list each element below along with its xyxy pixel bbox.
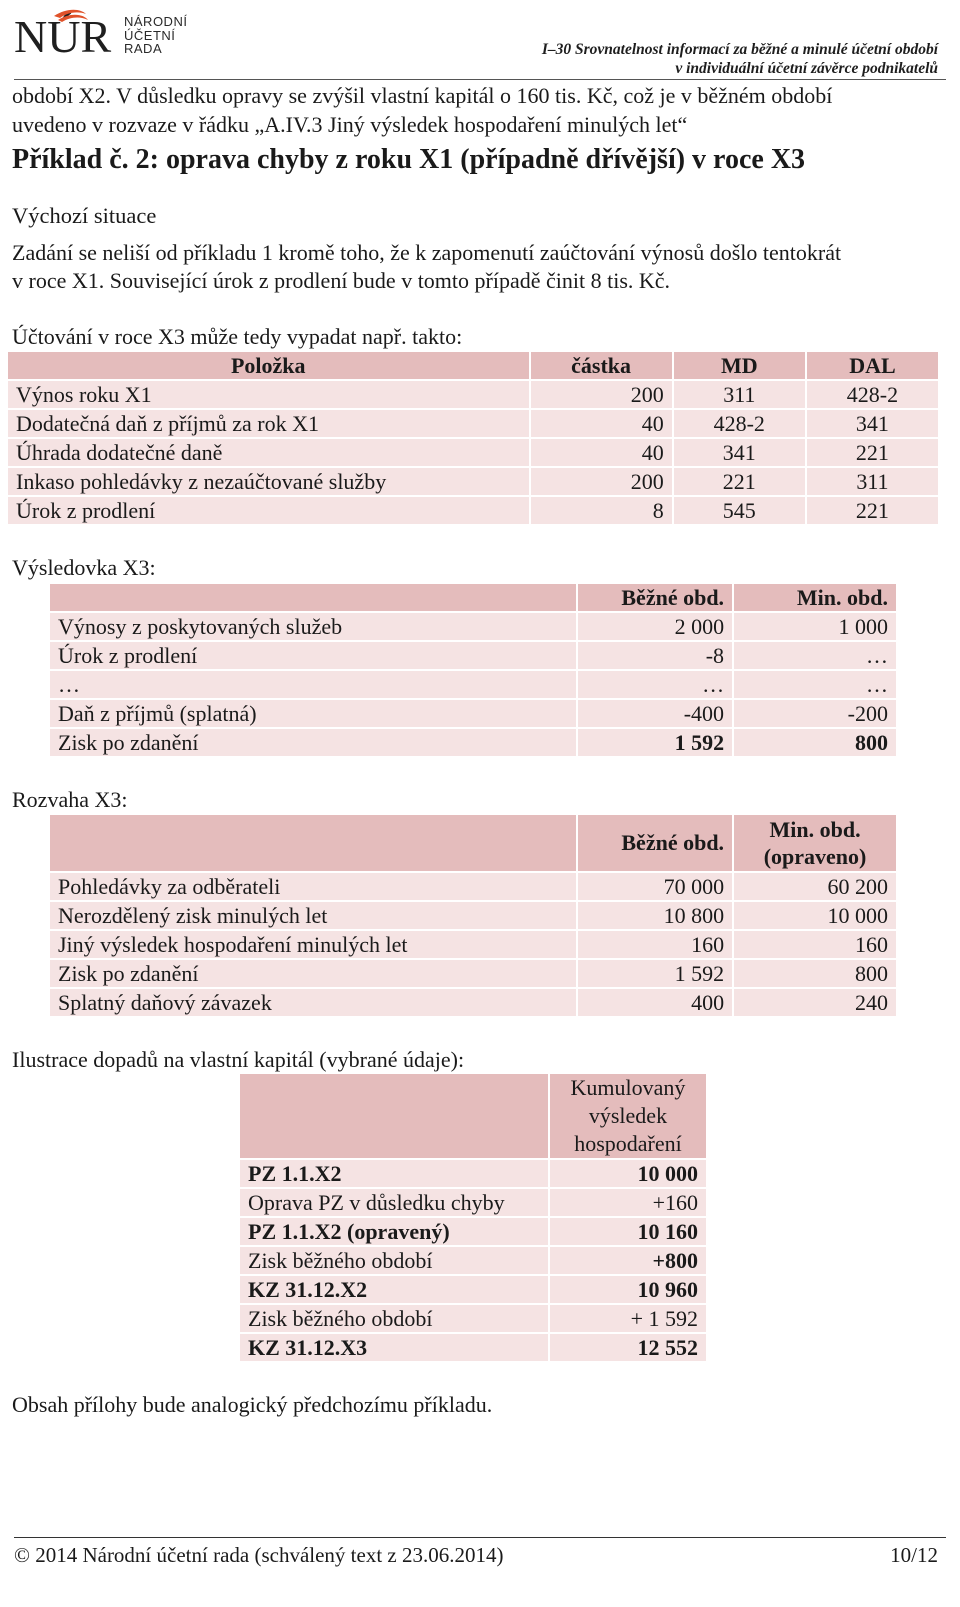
cell: KZ 31.12.X3 <box>240 1334 548 1361</box>
header-cell <box>50 815 576 871</box>
header-line: (opraveno) <box>763 844 867 869</box>
cell: -200 <box>734 700 896 727</box>
header-cell: Běžné obd. <box>578 815 732 871</box>
cell: +800 <box>550 1247 706 1274</box>
cell: 545 <box>674 497 805 524</box>
cell: 70 000 <box>578 873 732 900</box>
table-row <box>50 931 896 958</box>
logo-line-2: ÚČETNÍ <box>124 27 176 43</box>
income-label: Výsledovka X3: <box>12 555 156 580</box>
table-row <box>8 410 938 437</box>
table-row <box>240 1189 706 1216</box>
cell: 428-2 <box>807 381 938 408</box>
header-cell: MD <box>674 352 805 379</box>
cell: Nerozdělený zisk minulých let <box>50 902 576 929</box>
cell: 60 200 <box>734 873 896 900</box>
cell: -400 <box>578 700 732 727</box>
equity-label: Ilustrace dopadů na vlastní kapitál (vybrané údaje): <box>12 1047 465 1072</box>
cell: Úrok z prodlení <box>8 497 529 524</box>
cell: 1 592 <box>578 729 732 756</box>
table-row <box>240 1218 706 1245</box>
table-row <box>50 989 896 1016</box>
document-title-line-1: I–30 Srovnatelnost informací za běžné a minulé účetní období <box>541 41 938 58</box>
equity-table <box>238 1072 708 1363</box>
header-cell <box>50 584 576 611</box>
page-number: 10/12 <box>890 1543 938 1567</box>
cell: 221 <box>807 497 938 524</box>
cell: Zisk běžného období <box>240 1247 548 1274</box>
cell: Výnos roku X1 <box>8 381 529 408</box>
table-row <box>240 1334 706 1361</box>
header-cell: částka <box>531 352 672 379</box>
logo-wordmark <box>124 15 187 56</box>
cell: 1 000 <box>734 613 896 640</box>
table-row <box>50 642 896 669</box>
cell: Zisk běžného období <box>240 1305 548 1332</box>
cell: 400 <box>578 989 732 1016</box>
closing-text: Obsah přílohy bude analogický předchozímu příkladu. <box>12 1392 493 1417</box>
cell: Oprava PZ v důsledku chyby <box>240 1189 548 1216</box>
cell: +160 <box>550 1189 706 1216</box>
intro-line-1: období X2. V důsledku opravy se zvýšil vlastní kapitál o 160 tis. Kč, což je v běžném období <box>12 83 833 108</box>
header-cell: Položka <box>8 352 529 379</box>
header-line: Kumulovaný <box>570 1075 686 1100</box>
header-line: Min. obd. <box>769 817 861 842</box>
cell: 10 800 <box>578 902 732 929</box>
header-cell <box>550 1074 706 1158</box>
balance-label: Rozvaha X3: <box>12 787 128 812</box>
header-line: hospodaření <box>574 1131 682 1156</box>
cell: 12 552 <box>550 1334 706 1361</box>
cell: PZ 1.1.X2 <box>240 1160 548 1187</box>
table-row <box>8 497 938 524</box>
cell: 10 160 <box>550 1218 706 1245</box>
table-row <box>50 873 896 900</box>
cell: 311 <box>674 381 805 408</box>
header-rule <box>14 79 946 80</box>
cell: 240 <box>734 989 896 1016</box>
table-row <box>50 902 896 929</box>
table-row <box>8 468 938 495</box>
table-header-row <box>8 352 938 379</box>
cell: Dodatečná daň z příjmů za rok X1 <box>8 410 529 437</box>
header-cell: Běžné obd. <box>578 584 732 611</box>
footer-copyright: © 2014 Národní účetní rada (schválený text z 23.06.2014) <box>14 1543 504 1567</box>
cell: KZ 31.12.X2 <box>240 1276 548 1303</box>
logo-line-1: NÁRODNÍ <box>124 14 188 29</box>
cell: Zisk po zdanění <box>50 729 576 756</box>
booking-table <box>6 350 940 526</box>
document-title-line-2: v individuální účetní závěrce podnikatelů <box>675 60 938 77</box>
header-cell <box>240 1074 548 1158</box>
cell: Jiný výsledek hospodaření minulých let <box>50 931 576 958</box>
header-cell <box>734 815 896 871</box>
cell: 221 <box>807 439 938 466</box>
situation-line-2: v roce X1. Související úrok z prodlení bude v tomto případě činit 8 tis. Kč. <box>12 268 671 293</box>
logo-line-3: RADA <box>124 41 163 56</box>
logo-letters: NÚR <box>14 11 112 58</box>
table-row <box>50 960 896 987</box>
cell: 40 <box>531 439 672 466</box>
table-row <box>8 439 938 466</box>
cell: 40 <box>531 410 672 437</box>
cell: 8 <box>531 497 672 524</box>
cell: Daň z příjmů (splatná) <box>50 700 576 727</box>
income-table <box>48 582 898 758</box>
header-line: výsledek <box>588 1103 668 1128</box>
cell: 2 000 <box>578 613 732 640</box>
cell: … <box>578 671 732 698</box>
table-row <box>50 613 896 640</box>
cell: 221 <box>674 468 805 495</box>
cell: Výnosy z poskytovaných služeb <box>50 613 576 640</box>
cell: -8 <box>578 642 732 669</box>
balance-table <box>48 813 898 1018</box>
cell: 10 960 <box>550 1276 706 1303</box>
table-row <box>50 729 896 756</box>
booking-intro: Účtování v roce X3 může tedy vypadat např. takto: <box>12 324 463 349</box>
footer-rule <box>14 1537 946 1538</box>
cell: 10 000 <box>734 902 896 929</box>
cell: 311 <box>807 468 938 495</box>
cell: 428-2 <box>674 410 805 437</box>
table-row <box>50 700 896 727</box>
cell: 800 <box>734 960 896 987</box>
cell: 160 <box>578 931 732 958</box>
table-row <box>50 671 896 698</box>
example-heading: Příklad č. 2: oprava chyby z roku X1 (případně dřívější) v roce X3 <box>12 144 806 175</box>
table-header-row <box>50 584 896 611</box>
cell: 341 <box>807 410 938 437</box>
cell: Úrok z prodlení <box>50 642 576 669</box>
table-row <box>240 1160 706 1187</box>
header-cell: DAL <box>807 352 938 379</box>
table-row <box>240 1305 706 1332</box>
cell: Inkaso pohledávky z nezaúčtované služby <box>8 468 529 495</box>
cell: 10 000 <box>550 1160 706 1187</box>
situation-line-1: Zadání se neliší od příkladu 1 kromě toho, že k zapomenutí zaúčtování výnosů došlo tentokrát <box>12 240 842 265</box>
cell: Zisk po zdanění <box>50 960 576 987</box>
document-title <box>542 40 938 78</box>
cell: … <box>734 642 896 669</box>
cell: 200 <box>531 381 672 408</box>
cell: 200 <box>531 468 672 495</box>
table-row <box>8 381 938 408</box>
table-row <box>240 1276 706 1303</box>
cell: Úhrada dodatečné daně <box>8 439 529 466</box>
cell: … <box>50 671 576 698</box>
subheading: Výchozí situace <box>12 203 157 228</box>
intro-line-2: uvedeno v rozvaze v řádku „A.IV.3 Jiný výsledek hospodaření minulých let“ <box>12 112 688 137</box>
cell: … <box>734 671 896 698</box>
cell: + 1 592 <box>550 1305 706 1332</box>
cell: 160 <box>734 931 896 958</box>
table-header-row <box>240 1074 706 1158</box>
cell: 800 <box>734 729 896 756</box>
cell: Splatný daňový závazek <box>50 989 576 1016</box>
cell: Pohledávky za odběrateli <box>50 873 576 900</box>
table-header-row <box>50 815 896 871</box>
header-cell: Min. obd. <box>734 584 896 611</box>
cell: 1 592 <box>578 960 732 987</box>
cell: 341 <box>674 439 805 466</box>
cell: PZ 1.1.X2 (opravený) <box>240 1218 548 1245</box>
table-row <box>240 1247 706 1274</box>
